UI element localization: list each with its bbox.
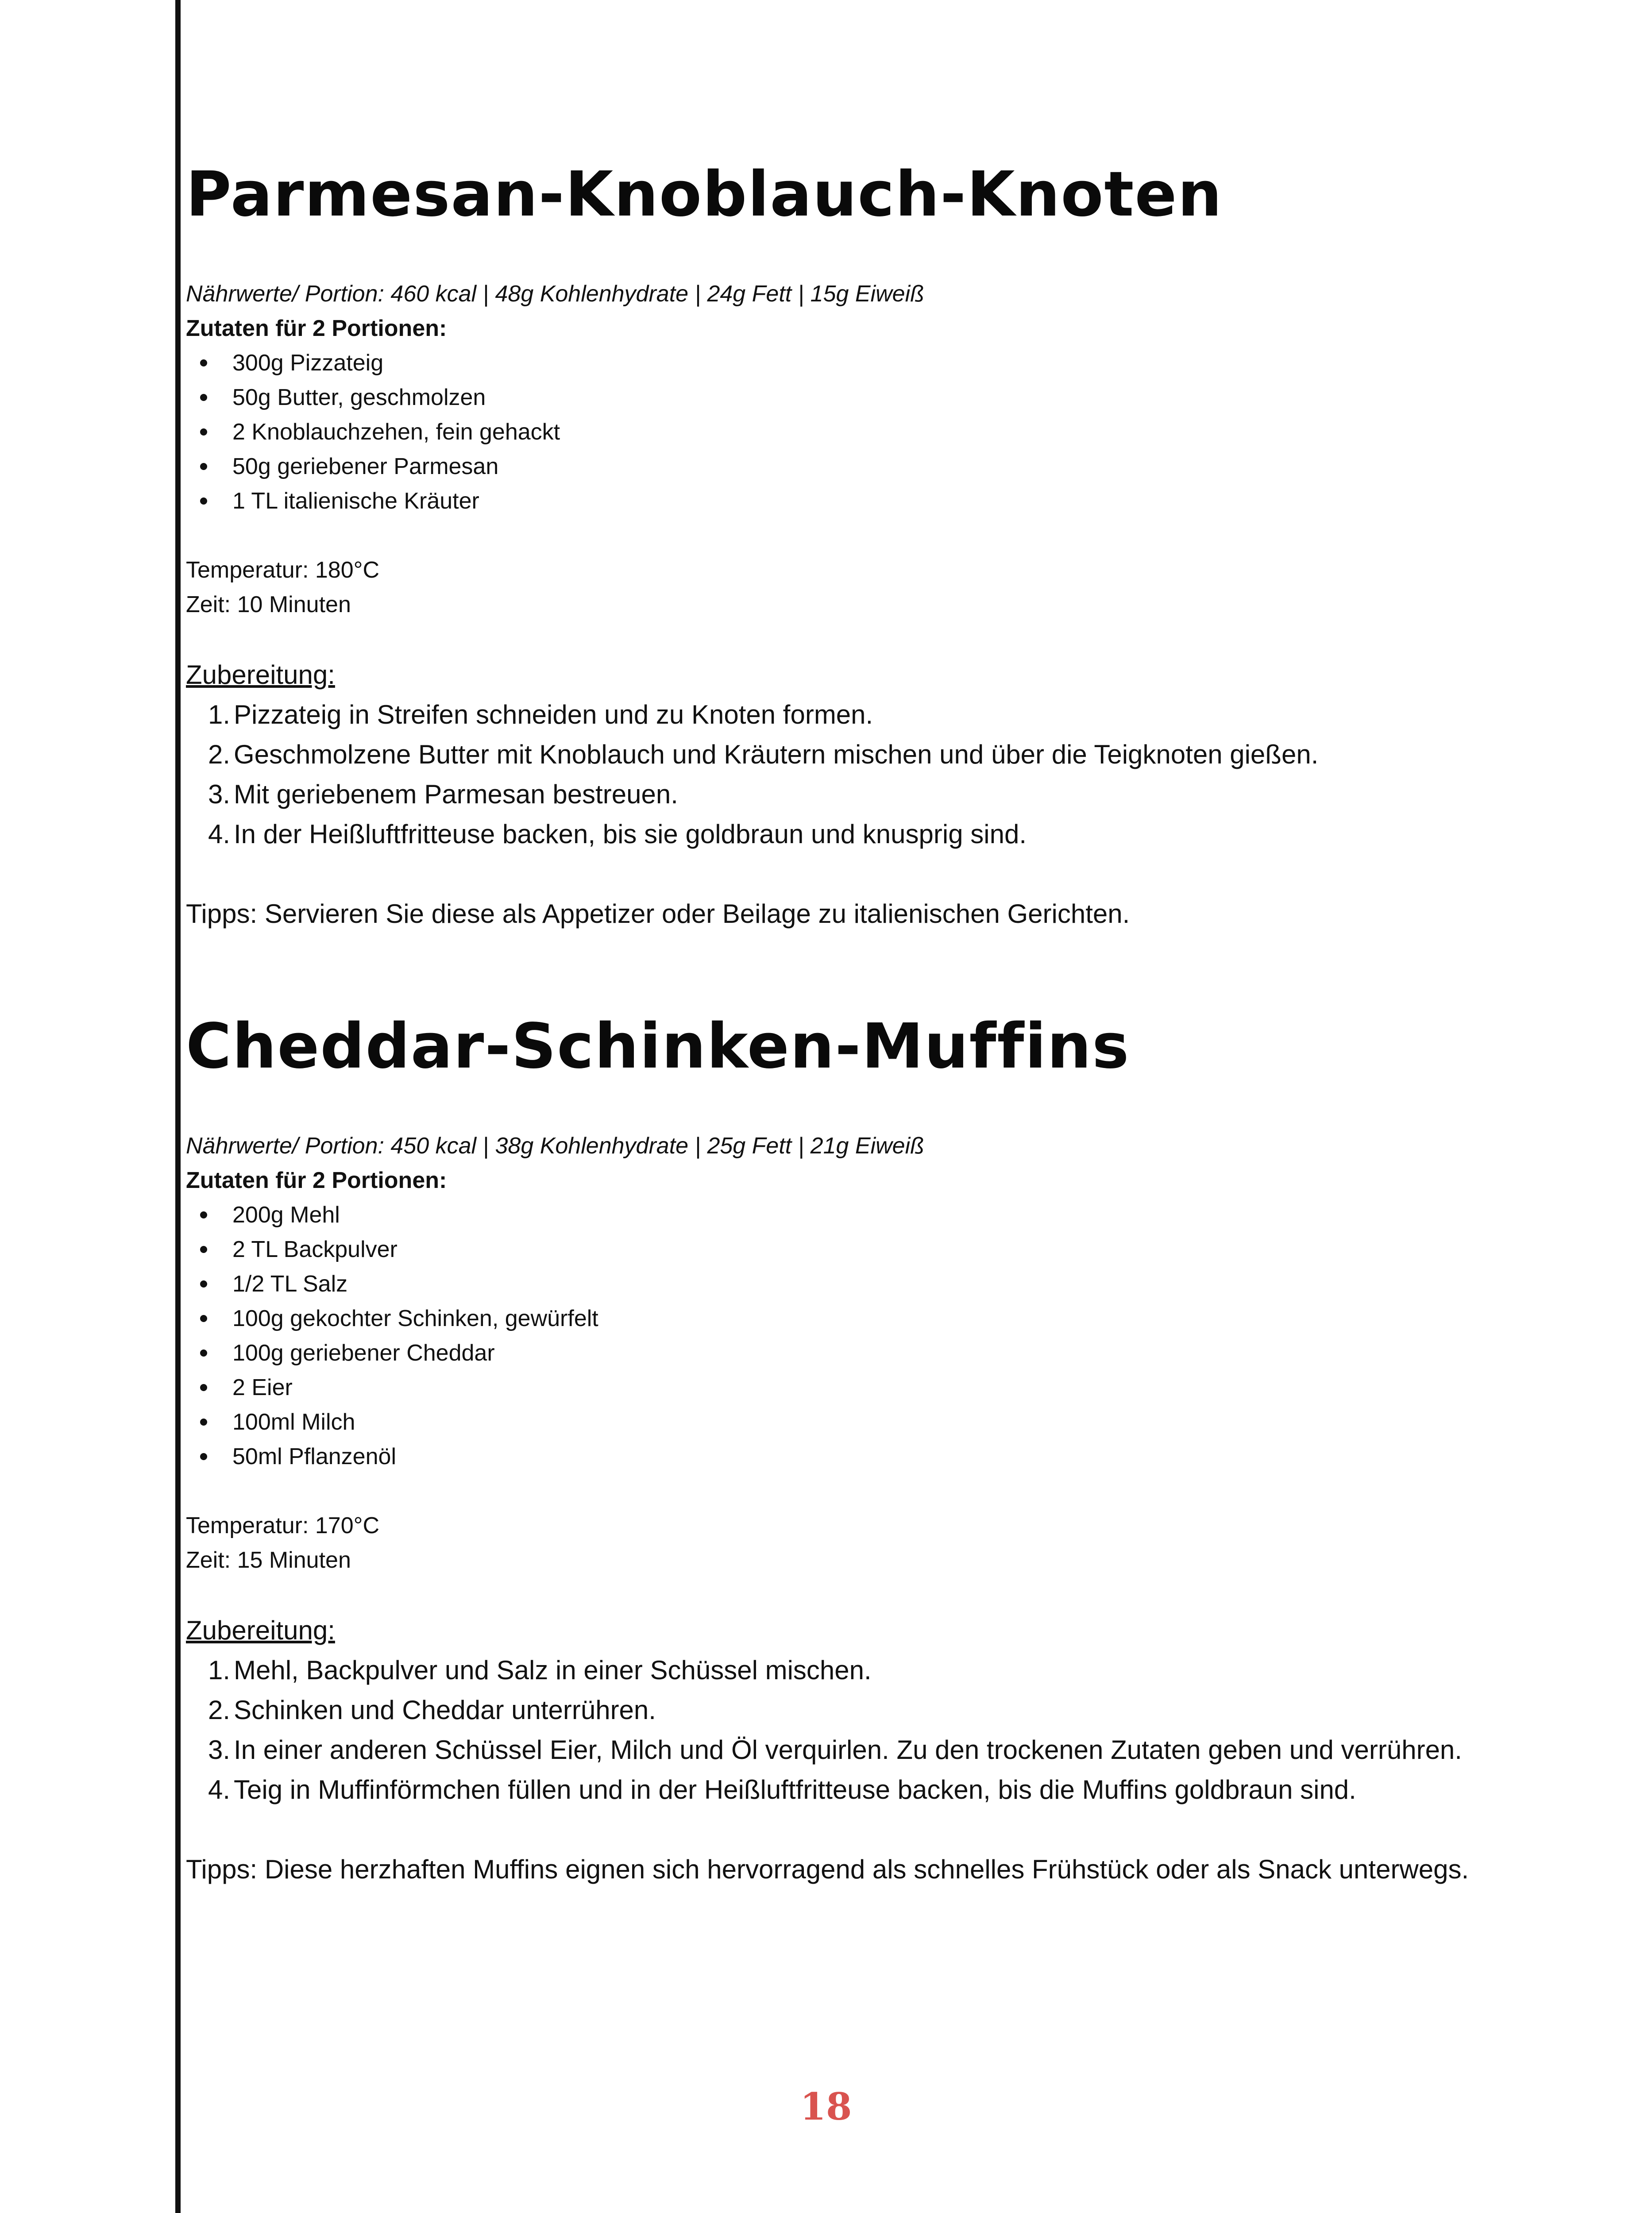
tips: Tipps: Diese herzhaften Muffins eignen sich hervorragend als schnelles Frühstück oder als Snack unterwegs. <box>186 1854 1469 1884</box>
temperature: Temperatur: 180°C <box>186 557 379 583</box>
ingredient-item: 200g Mehl <box>186 1198 1514 1232</box>
recipe-parmesan-knoblauch-knoten <box>186 146 1514 934</box>
step-number: 3. <box>208 1735 231 1765</box>
ingredient-item: 1 TL italienische Kräuter <box>186 484 1514 518</box>
ingredient-item: 300g Pizzateig <box>186 346 1514 380</box>
step-number: 3. <box>208 779 231 809</box>
preparation-heading: Zubereitung: <box>186 660 335 690</box>
ingredients-heading: Zutaten für 2 Portionen: <box>186 1168 447 1193</box>
recipe-title: Cheddar-Schinken-Muffins <box>186 1010 1130 1083</box>
step-number: 1. <box>208 1655 231 1685</box>
ingredient-item: 1/2 TL Salz <box>186 1267 1514 1301</box>
preparation-steps <box>186 1650 1514 1810</box>
step-item <box>186 775 1514 814</box>
step-item <box>186 814 1514 854</box>
page-number: 18 <box>800 2085 852 2128</box>
margin-rule <box>175 0 181 2213</box>
step-number: 2. <box>208 740 231 769</box>
recipe-title: Parmesan-Knoblauch-Knoten <box>186 158 1223 231</box>
ingredient-item: 2 Eier <box>186 1370 1514 1405</box>
cooking-params <box>186 1508 1514 1577</box>
ingredient-item: 100ml Milch <box>186 1405 1514 1439</box>
step-text: Pizzateig in Streifen schneiden und zu Knoten formen. <box>234 700 873 729</box>
step-text: Mehl, Backpulver und Salz in einer Schüssel mischen. <box>234 1655 872 1685</box>
ingredients-list <box>186 346 1514 518</box>
preparation-heading: Zubereitung: <box>186 1615 335 1645</box>
step-text: In einer anderen Schüssel Eier, Milch und Öl verquirlen. Zu den trockenen Zutaten geben und verrühren. <box>234 1735 1462 1765</box>
step-text: Teig in Muffinförmchen füllen und in der Heißluftfritteuse backen, bis die Muffins goldbraun sind. <box>234 1775 1356 1804</box>
nutrition-info: Nährwerte/ Portion: 460 kcal | 48g Kohlenhydrate | 24g Fett | 15g Eiweiß <box>186 281 924 307</box>
tips: Tipps: Servieren Sie diese als Appetizer oder Beilage zu italienischen Gerichten. <box>186 899 1130 929</box>
step-number: 4. <box>208 819 231 849</box>
ingredient-item: 100g gekochter Schinken, gewürfelt <box>186 1301 1514 1336</box>
step-number: 4. <box>208 1775 231 1804</box>
step-number: 1. <box>208 700 231 729</box>
step-item <box>186 695 1514 735</box>
step-text: Schinken und Cheddar unterrühren. <box>234 1695 656 1725</box>
ingredient-item: 2 TL Backpulver <box>186 1232 1514 1267</box>
cooking-time: Zeit: 10 Minuten <box>186 592 351 617</box>
step-item <box>186 1650 1514 1690</box>
ingredient-item: 50ml Pflanzenöl <box>186 1439 1514 1474</box>
temperature: Temperatur: 170°C <box>186 1513 379 1538</box>
nutrition-info: Nährwerte/ Portion: 450 kcal | 38g Kohlenhydrate | 25g Fett | 21g Eiweiß <box>186 1133 924 1159</box>
step-text: Geschmolzene Butter mit Knoblauch und Kräutern mischen und über die Teigknoten gießen. <box>234 740 1319 769</box>
step-item <box>186 1730 1514 1770</box>
ingredients-heading: Zutaten für 2 Portionen: <box>186 316 447 341</box>
step-number: 2. <box>208 1695 231 1725</box>
cooking-time: Zeit: 15 Minuten <box>186 1547 351 1573</box>
step-text: Mit geriebenem Parmesan bestreuen. <box>234 779 678 809</box>
ingredient-item: 50g geriebener Parmesan <box>186 449 1514 484</box>
ingredient-item: 2 Knoblauchzehen, fein gehackt <box>186 415 1514 449</box>
step-text: In der Heißluftfritteuse backen, bis sie goldbraun und knusprig sind. <box>234 819 1027 849</box>
step-item <box>186 1690 1514 1730</box>
step-item <box>186 1770 1514 1810</box>
step-item <box>186 735 1514 775</box>
ingredients-list <box>186 1198 1514 1474</box>
ingredient-item: 50g Butter, geschmolzen <box>186 380 1514 415</box>
ingredient-item: 100g geriebener Cheddar <box>186 1336 1514 1370</box>
preparation-steps <box>186 695 1514 854</box>
cooking-params <box>186 553 1514 622</box>
recipe-cheddar-schinken-muffins <box>186 998 1514 1889</box>
